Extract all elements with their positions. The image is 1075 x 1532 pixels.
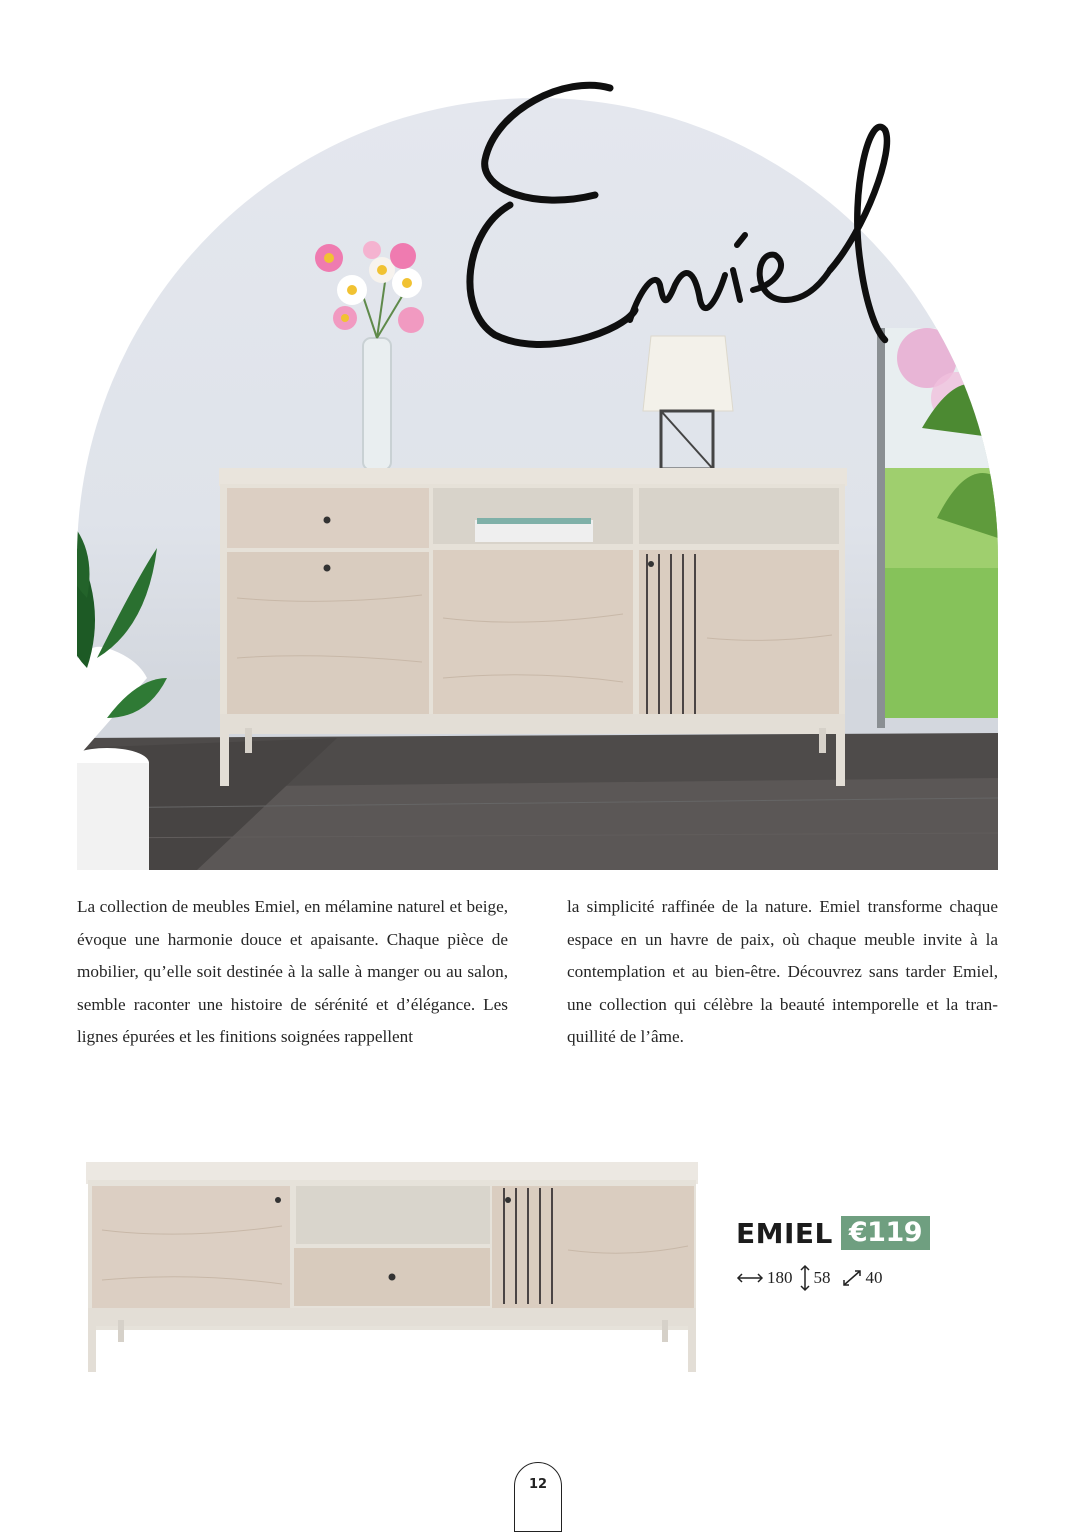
description-right: la simplicité raffinée de la nature. Emiel transforme chaque espace en un havre de paix, où chaque meuble invite à la contemplation et au bien-être. Découvrez sans tarder Emiel, une collection qui célèbre la beauté intemporelle et la tranquillité de l’âme.	[567, 897, 998, 1047]
product-name: EMIEL	[736, 1216, 833, 1250]
product-header	[736, 1214, 930, 1252]
product-image	[78, 1160, 703, 1375]
price-badge: €119	[841, 1216, 930, 1250]
page-number: 12	[528, 1477, 548, 1492]
dimension-depth: 40	[865, 1268, 883, 1287]
dimensions	[736, 1264, 930, 1292]
description-left: La collection de meubles Emiel, en mélamine naturel et beige, évoque une harmonie douce et apaisante. Chaque pièce de mobilier, qu’elle soit destinée à la salle à manger ou au salon, semble raconter une histoire de sérénité et d’élégance. Les lignes épurées et les finitions soignées rappellent	[77, 897, 508, 1047]
collection-script-title	[455, 70, 975, 370]
height-arrow-icon	[799, 1264, 811, 1292]
dimension-width: 180	[767, 1268, 793, 1287]
product-info	[736, 1214, 930, 1292]
dimension-height: 58	[813, 1268, 831, 1287]
width-arrow-icon	[736, 1271, 764, 1285]
page-number-tab	[514, 1462, 562, 1532]
title-text: Emiel	[455, 70, 458, 71]
depth-arrow-icon	[841, 1268, 863, 1288]
